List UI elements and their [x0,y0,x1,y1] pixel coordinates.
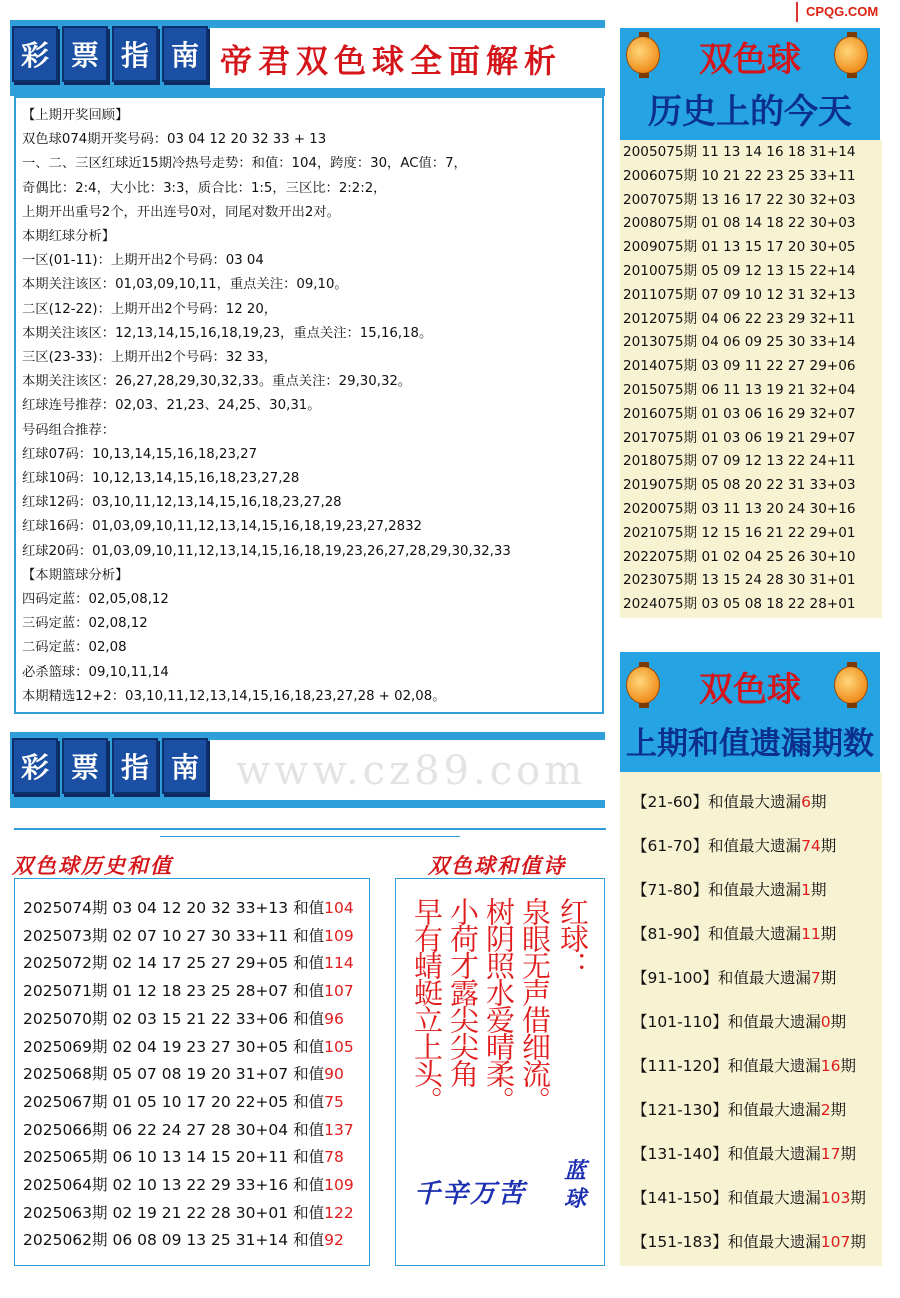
analysis-line: 本期精选12+2：03,10,11,12,13,14,15,16,18,23,27,28 + 02,08。 [22,688,446,704]
miss-unit: 期 [820,837,837,855]
analysis-header [10,20,605,96]
miss-value: 11 [801,925,821,943]
analysis-line: 【上期开奖回顾】 [22,108,129,123]
miss-range: 【151-183】 [632,1233,728,1251]
analysis-line: 上期开出重号2个，开出连号0对，同尾对数开出2对。 [22,204,340,220]
miss-list [620,772,882,1266]
miss-text: 和值最大遗漏 [727,1013,821,1031]
sum-row [23,923,369,951]
sum-draw: 2025072期 02 14 17 25 27 29+05 [23,954,289,973]
sum-draw: 2025066期 06 22 24 27 28 30+04 [23,1120,289,1139]
page-title: 帝君双色球全面解析 [220,42,563,80]
history-row: 2020075期 03 11 13 20 24 30+16 [623,500,856,517]
miss-value: 7 [810,969,821,987]
poem-column [556,897,590,978]
sum-label: 和值 [293,1120,325,1139]
sum-draw: 2025074期 03 04 12 20 32 33+13 [23,899,289,917]
miss-row [632,780,882,824]
miss-row [632,824,882,868]
history-row: 2016075期 01 03 06 16 29 32+07 [623,405,856,422]
poem-punct: 。 [518,1086,552,1113]
poem-title: 双色球和值诗 [428,853,566,878]
poem-line: 树阴照水爱晴柔 [482,897,516,1086]
history-row: 2012075期 04 06 22 23 29 32+11 [623,310,856,327]
miss-text: 和值最大遗漏 [708,793,802,811]
history-row: 2018075期 07 09 12 13 22 24+11 [623,453,856,470]
sum-row [23,1061,369,1089]
miss-text: 和值最大遗漏 [727,1057,821,1075]
miss-unit: 期 [840,1145,857,1163]
miss-unit: 期 [840,1057,857,1075]
miss-value: 16 [820,1057,841,1075]
brand-tile: 彩 [12,738,58,794]
miss-value: 2 [820,1101,831,1119]
miss-panel-header [620,652,880,772]
sum-value: 114 [324,954,354,973]
divider [160,836,460,837]
sum-history-box [14,878,370,1266]
analysis-box [14,96,604,714]
sum-draw: 2025071期 01 12 18 23 25 28+07 [23,982,289,1001]
miss-range: 【91-100】 [632,969,718,987]
history-row: 2022075期 01 02 04 25 26 30+10 [623,548,856,565]
miss-range: 【111-120】 [632,1057,728,1075]
sum-row [23,978,369,1006]
poem-punct: 。 [410,1086,444,1113]
sum-draw: 2025070期 02 03 15 21 22 33+06 [23,1009,289,1028]
history-row: 2015075期 06 11 13 19 21 32+04 [623,381,856,398]
history-row: 2021075期 12 15 16 21 22 29+01 [623,524,856,541]
sum-value: 122 [324,1203,354,1222]
miss-row [632,1044,882,1088]
miss-unit: 期 [830,1013,847,1031]
sum-value: 107 [324,982,354,1001]
url-header [10,732,605,808]
sum-label: 和值 [293,954,325,973]
miss-unit: 期 [810,793,827,811]
sum-value: 105 [324,1037,354,1056]
miss-unit: 期 [810,881,827,899]
history-panel-title: 双色球 [699,40,801,80]
sum-value: 78 [324,1148,344,1167]
miss-range: 【131-140】 [632,1145,728,1163]
history-row: 2011075期 07 09 10 12 31 32+13 [623,286,856,303]
analysis-line: 一区(01-11)：上期开出2个号码：03 04 [22,253,264,269]
miss-row [632,1000,882,1044]
poem-column [482,897,516,1113]
brand-tile: 指 [112,738,158,794]
sum-draw: 2025062期 06 08 09 13 25 31+14 [23,1231,289,1250]
miss-text: 和值最大遗漏 [708,925,802,943]
miss-value: 17 [820,1145,841,1163]
brand-tiles [12,26,208,82]
sum-row [23,1117,369,1145]
history-panel-subtitle: 历史上的今天 [648,92,852,132]
miss-range: 【141-150】 [632,1189,728,1207]
miss-text: 和值最大遗漏 [708,837,802,855]
sum-draw: 2025064期 02 10 13 22 29 33+16 [23,1176,289,1195]
sum-value: 109 [324,1176,354,1195]
poem-signature-blue: 蓝球 [564,1158,587,1212]
sum-label: 和值 [293,1231,325,1250]
analysis-line: 【本期篮球分析】 [22,567,129,583]
brand-tiles [12,738,208,794]
history-row: 2009075期 01 13 15 17 20 30+05 [623,239,856,256]
miss-unit: 期 [830,1101,847,1119]
analysis-line: 红球20码：01,03,09,10,11,12,13,14,15,16,18,19,23,26,27,28,29,30,32,33 [22,543,511,559]
miss-value: 107 [820,1233,851,1251]
sum-row [23,1144,369,1172]
history-row: 2024075期 03 05 08 18 22 28+01 [623,596,856,613]
analysis-line: 号码组合推荐： [22,422,116,438]
sum-label: 和值 [293,899,325,917]
miss-value: 6 [801,793,811,811]
sum-row [23,1172,369,1200]
miss-row [632,956,882,1000]
poem-line: 红球： [556,897,590,978]
miss-text: 和值最大遗漏 [727,1233,821,1251]
sum-label: 和值 [293,1065,325,1084]
analysis-line: 三码定蓝：02,08,12 [22,616,148,632]
history-row: 2007075期 13 16 17 22 30 32+03 [623,191,856,208]
sum-label: 和值 [293,1009,325,1028]
miss-range: 【81-90】 [632,925,709,943]
brand-tile: 指 [112,26,158,82]
analysis-line: 本期关注该区：12,13,14,15,16,18,19,23，重点关注：15,16,18。 [22,325,433,341]
miss-range: 【121-130】 [632,1101,728,1119]
history-row: 2006075期 10 21 22 23 25 33+11 [623,167,856,184]
miss-panel-subtitle: 上期和值遗漏期数 [626,726,874,762]
miss-range: 【101-110】 [632,1013,728,1031]
analysis-line: 本期关注该区：26,27,28,29,30,32,33。重点关注：29,30,32。 [22,374,412,390]
miss-unit: 期 [820,969,837,987]
sum-label: 和值 [293,1176,325,1195]
analysis-line: 一、二、三区红球近15期冷热号走势：和值：104，跨度：30，AC值：7， [22,156,467,172]
poem-signature: 千辛万苦 [414,1179,527,1209]
miss-range: 【71-80】 [632,881,709,899]
miss-text: 和值最大遗漏 [727,1145,821,1163]
miss-value: 74 [801,837,821,855]
analysis-line: 红球07码：10,13,14,15,16,18,23,27 [22,446,258,462]
miss-value: 103 [820,1189,851,1207]
brand-tile: 彩 [12,26,58,82]
analysis-line: 奇偶比：2:4，大小比：3:3，质合比：1:5，三区比：2:2:2， [22,180,387,196]
history-row: 2013075期 04 06 09 25 30 33+14 [623,334,856,351]
site-logo[interactable]: CPQG.COM [796,2,896,22]
history-panel-header [620,28,880,140]
site-url-watermark[interactable]: www.cz89.com [236,748,587,794]
miss-row [632,1220,882,1264]
miss-row [632,1088,882,1132]
miss-value: 0 [820,1013,831,1031]
analysis-line: 红球16码：01,03,09,10,11,12,13,14,15,16,18,19,23,27,2832 [22,519,422,535]
sum-row [23,1200,369,1228]
history-row: 2014075期 03 09 11 22 27 29+06 [623,358,856,375]
sum-draw: 2025068期 05 07 08 19 20 31+07 [23,1065,289,1084]
brand-tile: 票 [62,738,108,794]
sum-value: 96 [324,1009,344,1028]
sum-row [23,1006,369,1034]
analysis-line: 必杀篮球：09,10,11,14 [22,664,169,680]
history-row: 2023075期 13 15 24 28 30 31+01 [623,572,856,589]
brand-tile: 票 [62,26,108,82]
miss-unit: 期 [850,1189,866,1207]
sum-draw: 2025063期 02 19 21 22 28 30+01 [23,1203,289,1222]
sum-label: 和值 [293,926,325,945]
miss-row [632,868,882,912]
sum-label: 和值 [293,1092,325,1111]
sum-value: 92 [324,1231,344,1250]
sum-value: 75 [324,1092,344,1111]
history-row: 2010075期 05 09 12 13 15 22+14 [623,262,856,279]
analysis-line: 本期红球分析】 [22,229,116,245]
sum-row [23,1089,369,1117]
sum-label: 和值 [293,1203,325,1222]
poem-line: 泉眼无声借细流 [518,897,552,1086]
history-row: 2017075期 01 03 06 19 21 29+07 [623,429,856,446]
sum-value: 90 [324,1065,344,1084]
sum-value: 109 [324,926,354,945]
analysis-line: 红球12码：03,10,11,12,13,14,15,16,18,23,27,28 [22,495,342,511]
poem-column [518,897,552,1113]
miss-panel-title: 双色球 [699,670,801,710]
miss-text: 和值最大遗漏 [717,969,811,987]
sum-label: 和值 [293,1148,325,1167]
analysis-line: 三区(23-33)：上期开出2个号码：32 33， [22,350,278,366]
sum-history-title: 双色球历史和值 [12,853,173,878]
sum-row [23,1227,369,1255]
miss-value: 1 [801,881,811,899]
sum-row [23,950,369,978]
history-list [620,140,882,618]
sum-draw: 2025073期 02 07 10 27 30 33+11 [23,926,289,945]
history-row: 2019075期 05 08 20 22 31 33+03 [623,477,856,494]
analysis-line: 二区(12-22)：上期开出2个号码：12 20， [22,301,278,317]
sum-value: 137 [324,1120,354,1139]
miss-row [632,1132,882,1176]
miss-range: 【21-60】 [632,793,709,811]
sum-label: 和值 [293,1037,325,1056]
brand-tile: 南 [162,738,208,794]
poem-line: 小荷才露尖尖角 [446,897,480,1086]
miss-unit: 期 [850,1233,866,1251]
miss-text: 和值最大遗漏 [708,881,802,899]
sum-row [23,1034,369,1062]
analysis-line: 双色球074期开奖号码：03 04 12 20 32 33 + 13 [22,132,327,148]
miss-row [632,912,882,956]
analysis-line: 红球10码：10,12,13,14,15,16,18,23,27,28 [22,471,300,487]
poem-column [446,897,480,1086]
miss-row [632,1176,882,1220]
brand-tile: 南 [162,26,208,82]
history-row: 2005075期 11 13 14 16 18 31+14 [623,144,856,160]
poem-box [395,878,605,1266]
analysis-line: 红球连号推荐：02,03、21,23、24,25、30,31。 [22,398,321,414]
divider [14,828,606,830]
sum-draw: 2025069期 02 04 19 23 27 30+05 [23,1037,289,1056]
analysis-line: 四码定蓝：02,05,08,12 [22,592,169,608]
sum-label: 和值 [293,982,325,1001]
sum-draw: 2025065期 06 10 13 14 15 20+11 [23,1148,289,1167]
poem-column [410,897,444,1113]
miss-unit: 期 [820,925,837,943]
poem-line: 早有蜻蜓立上头 [410,897,444,1086]
miss-text: 和值最大遗漏 [727,1189,821,1207]
analysis-line: 二码定蓝：02,08 [22,640,127,656]
history-row: 2008075期 01 08 14 18 22 30+03 [623,215,856,232]
sum-value: 104 [324,899,354,917]
analysis-line: 本期关注该区：01,03,09,10,11，重点关注：09,10。 [22,277,348,293]
poem-punct: 。 [482,1086,516,1113]
sum-draw: 2025067期 01 05 10 17 20 22+05 [23,1092,289,1111]
sum-row [23,895,369,923]
miss-range: 【61-70】 [632,837,709,855]
miss-text: 和值最大遗漏 [727,1101,821,1119]
